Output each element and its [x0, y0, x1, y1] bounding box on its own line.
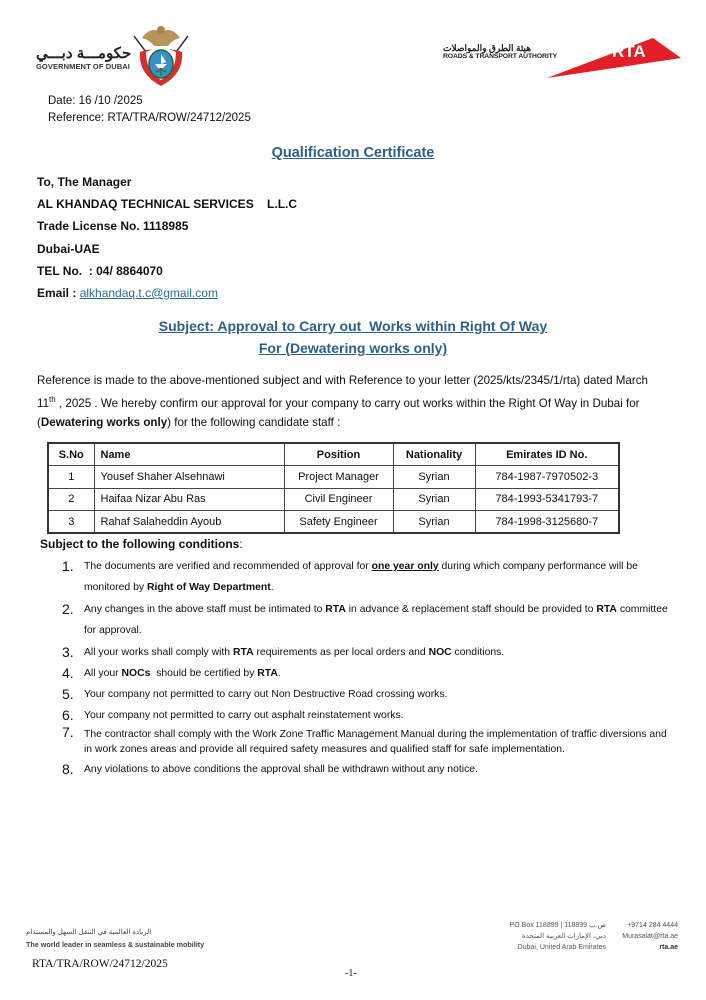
- body-sup: th: [49, 395, 56, 404]
- header-sno: S.No: [48, 443, 94, 466]
- condition-item: [62, 684, 672, 705]
- condition-item: [62, 556, 672, 598]
- cell-position: Safety Engineer: [284, 511, 393, 534]
- cell-nationality: Syrian: [393, 488, 475, 511]
- header-position: Position: [284, 443, 393, 466]
- gov-dubai-arabic-name: حكومـــة دبـــي: [36, 45, 132, 62]
- body-text: , 2025 . We hereby confirm our approval for your company to carry out works within the Right Of Way in Dubai for (: [37, 396, 640, 429]
- page-number: -1-: [345, 968, 357, 979]
- condition-text: should be certified by: [150, 668, 258, 679]
- table-header-row: [48, 443, 619, 466]
- condition-text: conditions.: [451, 647, 505, 658]
- cell-sno: 3: [48, 511, 94, 534]
- condition-item: [62, 726, 672, 757]
- condition-text: The documents are verified and recommended of approval for: [84, 561, 372, 572]
- condition-text: Any violations to above conditions the approval shall be withdrawn without any notice.: [84, 764, 478, 775]
- cell-name: Yousef Shaher Alsehnawi: [94, 466, 284, 489]
- footer-reference: RTA/TRA/ROW/24712/2025: [32, 958, 168, 970]
- contact-email[interactable]: Murasalat@rta.ae: [622, 933, 678, 940]
- cell-nationality: Syrian: [393, 511, 475, 534]
- header-name: Name: [94, 443, 284, 466]
- table-row: [48, 466, 619, 489]
- cell-position: Civil Engineer: [284, 488, 393, 511]
- condition-bold: RTA: [232, 647, 254, 658]
- cell-emirates-id: 784-1993-5341793-7: [475, 488, 619, 511]
- table-row: [48, 488, 619, 511]
- body-paragraph: [37, 371, 665, 432]
- footer-contact: [614, 920, 678, 953]
- condition-text: Your company not permitted to carry out asphalt reinstatement works.: [84, 710, 404, 721]
- condition-text: committee for approval.: [84, 604, 668, 636]
- condition-number: 5.: [62, 686, 74, 702]
- cell-position: Project Manager: [284, 466, 393, 489]
- condition-number: 1.: [62, 558, 74, 574]
- condition-number: 6.: [62, 707, 74, 723]
- document-title: Qualification Certificate: [271, 145, 435, 161]
- condition-number: 4.: [62, 665, 74, 681]
- cell-emirates-id: 784-1987-7970502-3: [475, 466, 619, 489]
- condition-text: The contractor shall comply with the Work Zone Traffic Management Manual during the implementation of traffic diversions and in work zones areas and provide all required safety measures and qualified staff for safe implementation.: [84, 729, 667, 755]
- condition-number: 8.: [62, 761, 74, 777]
- subject-line-1: Subject: Approval to Carry out Works within Right Of Way: [158, 318, 548, 334]
- condition-text: .: [270, 582, 274, 593]
- recipient-address: [37, 171, 297, 304]
- location: Dubai-UAE: [37, 241, 100, 256]
- condition-text: requirements as per local orders and: [253, 647, 429, 658]
- body-bold: Dewatering works only: [40, 415, 168, 429]
- condition-item: [62, 642, 672, 663]
- address-english: Dubai, United Arab Emirates: [517, 944, 606, 951]
- subject-heading: [0, 315, 706, 359]
- condition-bold: NOCs: [121, 668, 151, 679]
- footer-slogan-arabic: الريادة العالمية في التنقل السهل والمستدام: [26, 929, 152, 936]
- date: Date: 16 /10 /2025: [48, 95, 143, 107]
- cell-emirates-id: 784-1998-3125680-7: [475, 511, 619, 534]
- condition-number: 3.: [62, 644, 74, 660]
- date-reference-block: [48, 93, 251, 127]
- reference: Reference: RTA/TRA/ROW/24712/2025: [48, 112, 251, 124]
- cell-sno: 2: [48, 488, 94, 511]
- rta-logo-icon: [545, 30, 685, 80]
- table-row: [48, 511, 619, 534]
- svg-text:RTA: RTA: [612, 42, 646, 61]
- email-link[interactable]: alkhandaq.t.c@gmail.com: [79, 286, 218, 301]
- po-box: PO Box 118899 | 118899 ص.ب: [509, 922, 606, 929]
- recipient-line: To, The Manager: [37, 175, 132, 189]
- footer-address: [508, 920, 606, 953]
- condition-bold: RTA: [257, 668, 278, 679]
- rta-english-name: ROADS & TRANSPORT AUTHORITY: [443, 53, 558, 60]
- company-name: AL KHANDAQ TECHNICAL SERVICES L.L.C: [37, 197, 298, 212]
- condition-text: Your company not permitted to carry out Non Destructive Road crossing works.: [84, 689, 448, 700]
- condition-bold: RTA: [325, 604, 346, 615]
- body-text: Reference is made to the above-mentioned subject and with Reference to your letter (2025/kts/2345/1/rta) dated March 11: [37, 374, 648, 410]
- condition-number: 2.: [62, 601, 74, 617]
- body-text: ) for the following candidate staff :: [167, 415, 341, 429]
- website[interactable]: rta.ae: [659, 944, 678, 951]
- cell-sno: 1: [48, 466, 94, 489]
- condition-item: [62, 759, 672, 780]
- trade-license: Trade License No. 1118985: [37, 219, 189, 234]
- header-nationality: Nationality: [393, 443, 475, 466]
- condition-item: [62, 705, 672, 726]
- email-line: [37, 282, 297, 304]
- condition-text: .: [277, 668, 281, 679]
- footer-slogan-english: The world leader in seamless & sustainable mobility: [26, 940, 205, 949]
- gov-dubai-english-name: GOVERNMENT OF DUBAI: [36, 62, 130, 71]
- cell-nationality: Syrian: [393, 466, 475, 489]
- email-label: Email :: [37, 286, 80, 301]
- conditions-title-text: Subject to the following conditions: [40, 537, 240, 551]
- condition-item: [62, 599, 672, 641]
- condition-bold: Right of Way Department: [146, 582, 271, 593]
- cell-name: Haifaa Nizar Abu Ras: [94, 488, 284, 511]
- address-arabic: دبي، الإمارات العربية المتحدة: [522, 933, 606, 940]
- condition-emphasis: one year only: [371, 561, 439, 572]
- conditions-list: [62, 556, 672, 780]
- condition-bold: NOC: [428, 647, 452, 658]
- conditions-title-colon: :: [239, 537, 243, 551]
- staff-table: [47, 442, 620, 534]
- condition-text: in advance & replacement staff should be provided to: [345, 604, 597, 615]
- phone: +9714 284 4444: [627, 922, 678, 929]
- condition-text: during which company performance will be monitored by: [84, 561, 638, 593]
- subject-line-2: For (Dewatering works only): [258, 340, 448, 356]
- condition-text: All your works shall comply with: [84, 647, 233, 658]
- condition-number: 7.: [62, 724, 74, 740]
- condition-text: All your: [84, 668, 122, 679]
- cell-name: Rahaf Salaheddin Ayoub: [94, 511, 284, 534]
- dubai-emblem-icon: [130, 22, 192, 88]
- rta-arabic-name: هيئة الطرق والمواصلات: [443, 43, 532, 53]
- telephone: TEL No. : 04/ 8864070: [37, 263, 163, 278]
- condition-item: [62, 663, 672, 684]
- condition-bold: RTA: [596, 604, 617, 615]
- conditions-title: [40, 537, 243, 551]
- header-emirates-id: Emirates ID No.: [475, 443, 619, 466]
- condition-text: Any changes in the above staff must be intimated to: [84, 604, 326, 615]
